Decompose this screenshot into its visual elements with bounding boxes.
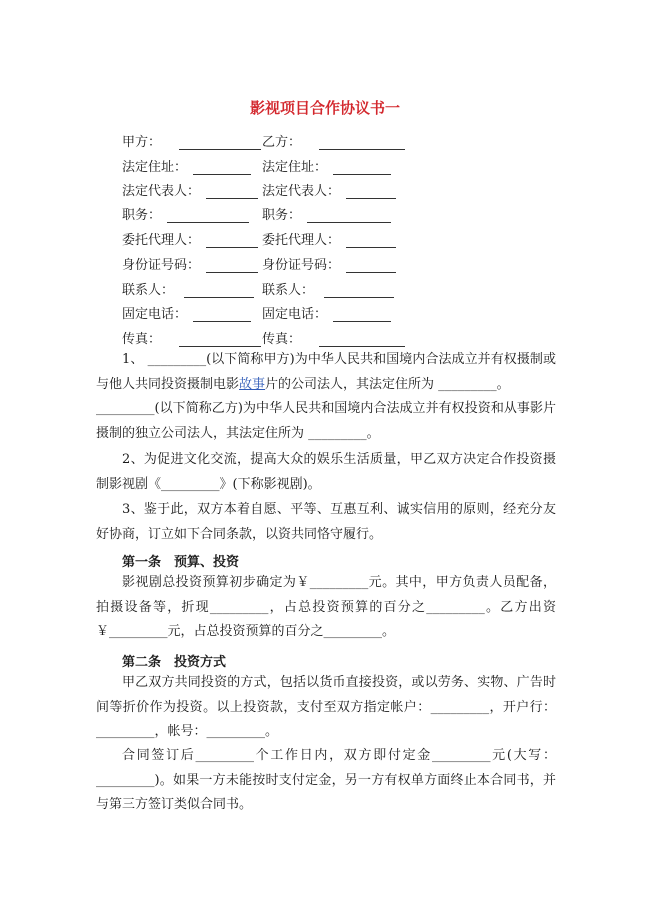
field-label: 身份证号码： [122, 258, 201, 273]
blank-line[interactable] [319, 332, 405, 347]
party-b-fax-row [262, 330, 405, 350]
field-label: 甲方： [122, 135, 162, 150]
article-1-text: 影视剧总投资预算初步确定为￥_________元。其中，甲方负责人员配备，拍摄设备等，折现_________，占总投资预算的百分之_________。乙方出资￥_________元，占总投资预算的百分之_________。 [96, 575, 556, 639]
party-b-phone-row [262, 305, 391, 325]
party-b-rep-row [262, 182, 396, 202]
party-b-id-row [262, 256, 396, 276]
clause-2: 2、为促进文化交流，提高大众的娱乐生活质量，甲乙双方决定合作投资摄制影视剧《_________》(下称影视剧)。 [96, 452, 556, 492]
clause-1-party-a [96, 348, 556, 397]
clause-1-party-b: _________(以下简称乙方)为中华人民共和国境内合法成立并有权投资和从事影片摄制的独立公司法人，其法定住所为 _________。 [96, 401, 556, 441]
blank-line[interactable] [167, 208, 249, 223]
blank-line[interactable] [206, 258, 258, 273]
party-b-address-row [262, 158, 391, 178]
party-b-agent-row [262, 231, 396, 251]
blank-line[interactable] [346, 233, 396, 248]
blank-line[interactable] [206, 184, 258, 199]
blank-line[interactable] [346, 184, 396, 199]
field-label: 传真： [122, 332, 162, 347]
field-label: 乙方： [262, 135, 302, 150]
field-label: 职务： [262, 208, 302, 223]
blank-line[interactable] [319, 135, 405, 150]
party-a-fax-row [122, 330, 261, 350]
party-a-label-row [122, 133, 261, 153]
field-label: 法定代表人： [262, 184, 341, 199]
field-label: 职务： [122, 208, 162, 223]
field-label: 委托代理人： [122, 233, 201, 248]
party-a-agent-row [122, 231, 258, 251]
blank-line[interactable] [179, 135, 261, 150]
field-label: 联系人： [262, 283, 315, 298]
blank-line[interactable] [206, 233, 258, 248]
field-label: 身份证号码： [262, 258, 341, 273]
blank-line[interactable] [346, 258, 396, 273]
blank-line[interactable] [333, 160, 391, 175]
clause-text: 片的公司法人，其法定住所为 _________。 [265, 376, 510, 392]
field-label: 固定电话： [122, 307, 188, 322]
party-a-position-row [122, 206, 249, 226]
article-1-heading: 第一条 预算、投资 [122, 555, 240, 570]
party-b-label-row [262, 133, 405, 153]
field-label: 固定电话： [262, 307, 328, 322]
party-a-rep-row [122, 182, 258, 202]
story-link[interactable]: 故事 [239, 376, 266, 392]
clause-3: 3、鉴于此，双方本着自愿、平等、互惠互利、诚实信用的原则，经充分友好协商，订立如下合同条款，以资共同恪守履行。 [96, 502, 556, 542]
blank-line[interactable] [193, 307, 251, 322]
party-b-position-row [262, 206, 391, 226]
party-a-address-row [122, 158, 251, 178]
field-label: 法定住址： [122, 160, 188, 175]
party-b-contact-row [262, 281, 394, 301]
article-2-text: 甲乙双方共同投资的方式，包括以货币直接投资，或以劳务、实物、广告时间等折价作为投资。以上投资款，支付至双方指定帐户：_________，开户行：_________，帐号：_________。 [96, 675, 556, 739]
field-label: 联系人： [122, 283, 175, 298]
field-label: 传真： [262, 332, 302, 347]
clause-text: 1、 _________(以下简称甲方)为中华人民共和国境内合法成立并有权摄制或与他人共同投资摄制电影 [96, 352, 556, 392]
blank-line[interactable] [307, 208, 391, 223]
blank-line[interactable] [193, 160, 251, 175]
field-label: 法定代表人： [122, 184, 201, 199]
document-title: 影视项目合作协议书一 [249, 99, 400, 117]
party-a-contact-row [122, 281, 254, 301]
blank-line[interactable] [184, 283, 254, 298]
article-2-heading: 第二条 投资方式 [122, 655, 227, 670]
blank-line[interactable] [179, 332, 261, 347]
party-a-id-row [122, 256, 258, 276]
field-label: 法定住址： [262, 160, 328, 175]
blank-line[interactable] [333, 307, 391, 322]
field-label: 委托代理人： [262, 233, 341, 248]
deposit-text: 合同签订后_________个工作日内，双方即付定金_________元(大写：_________)。如果一方未能按时支付定金，另一方有权单方面终止本合同书，并与第三方签订类似合同书。 [96, 748, 556, 812]
party-a-phone-row [122, 305, 251, 325]
blank-line[interactable] [324, 283, 394, 298]
